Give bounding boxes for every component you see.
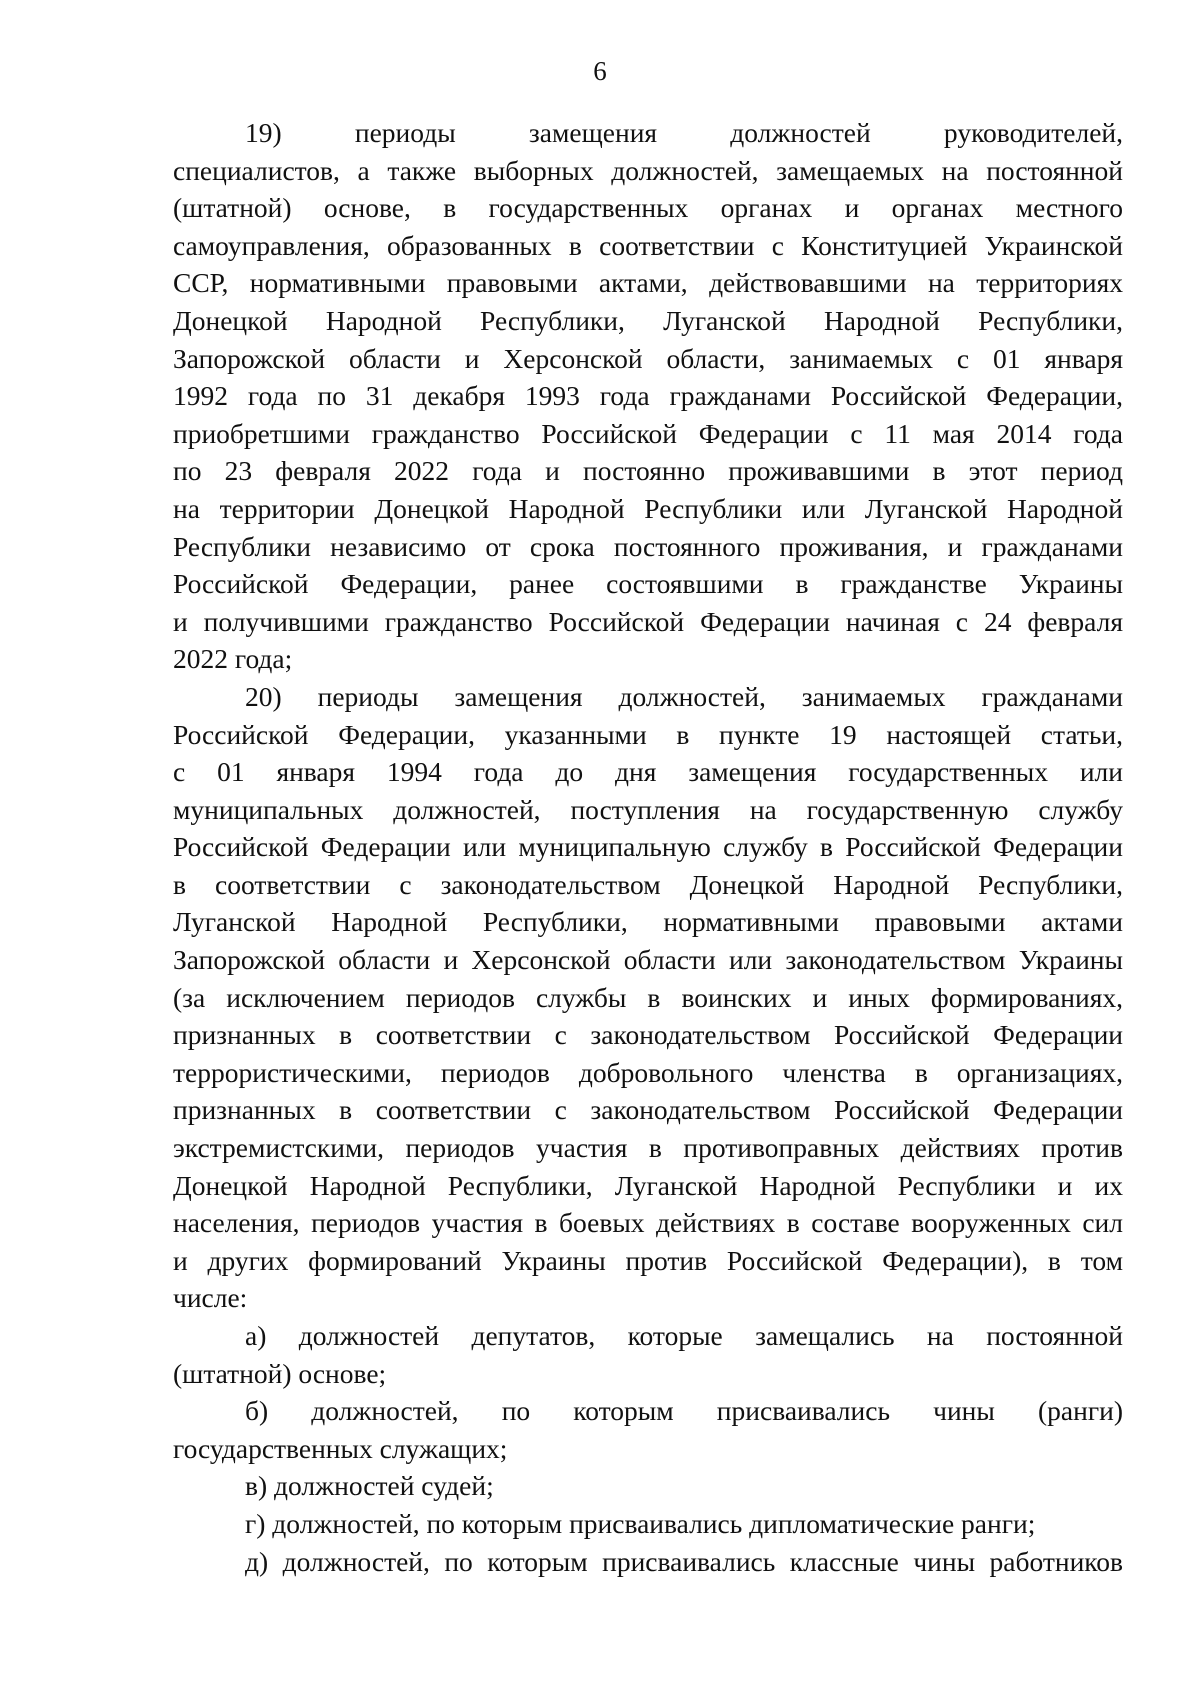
paragraph-item-19 bbox=[173, 114, 1123, 678]
text-line: приобретшими гражданство Российской Федерации с 11 мая 2014 года bbox=[173, 417, 1123, 449]
subitem-v bbox=[173, 1467, 1123, 1505]
text-line: Республики независимо от срока постоянного проживания, и гражданами bbox=[173, 530, 1123, 562]
text-line: Запорожской области и Херсонской области или законодательством Украины bbox=[173, 944, 1123, 976]
text-line: террористическими, периодов добровольного членства в организациях, bbox=[173, 1056, 1123, 1088]
subitem-g bbox=[173, 1505, 1123, 1543]
text-line: д) должностей, по которым присваивались классные чины работников bbox=[245, 1545, 1123, 1577]
text-line: числе: bbox=[173, 1282, 248, 1314]
text-line: Донецкой Народной Республики, Луганской Народной Республики, bbox=[173, 304, 1123, 336]
text-line: (штатной) основе; bbox=[173, 1357, 387, 1389]
text-line: а) должностей депутатов, которые замещались на постоянной bbox=[245, 1320, 1123, 1351]
text-line: муниципальных должностей, поступления на государственную службу bbox=[173, 793, 1123, 825]
subitem-a bbox=[173, 1317, 1123, 1392]
text-line: самоуправления, образованных в соответствии с Конституцией Украинской bbox=[173, 229, 1123, 261]
text-line: признанных в соответствии с законодательством Российской Федерации bbox=[173, 1019, 1123, 1051]
text-line: б) должностей, по которым присваивались чины (ранги) bbox=[245, 1395, 1123, 1427]
text-line: специалистов, а также выборных должностей, замещаемых на постоянной bbox=[173, 154, 1123, 186]
text-line: и получившими гражданство Российской Федерации начиная с 24 февраля bbox=[173, 605, 1123, 637]
subitem-b bbox=[173, 1392, 1123, 1467]
paragraph-item-20 bbox=[173, 678, 1123, 1317]
text-line: г) должностей, по которым присваивались дипломатические ранги; bbox=[245, 1507, 1036, 1539]
page-number: 6 bbox=[593, 56, 607, 86]
text-line: по 23 февраля 2022 года и постоянно проживавшими в этот период bbox=[173, 455, 1123, 487]
text-line: 2022 года; bbox=[173, 643, 293, 675]
text-line: (за исключением периодов службы в воинских и иных формированиях, bbox=[173, 981, 1123, 1013]
text-line: Донецкой Народной Республики, Луганской Народной Республики и их bbox=[173, 1169, 1123, 1201]
text-line: в) должностей судей; bbox=[245, 1470, 494, 1502]
text-line: Российской Федерации или муниципальную службу в Российской Федерации bbox=[173, 831, 1123, 863]
text-line: 1992 года по 31 декабря 1993 года гражданами Российской Федерации, bbox=[173, 380, 1123, 412]
text-line: населения, периодов участия в боевых действиях в составе вооруженных сил bbox=[173, 1207, 1123, 1239]
text-line: Запорожской области и Херсонской области, занимаемых с 01 января bbox=[173, 342, 1123, 374]
text-line: и других формирований Украины против Российской Федерации), в том bbox=[173, 1244, 1123, 1276]
text-line: 19) периоды замещения должностей руководителей, bbox=[245, 117, 1123, 148]
text-line: Российской Федерации, указанными в пункте 19 настоящей статьи, bbox=[173, 718, 1123, 750]
text-line: на территории Донецкой Народной Республики или Луганской Народной bbox=[173, 492, 1123, 524]
text-line: в соответствии с законодательством Донецкой Народной Республики, bbox=[173, 868, 1123, 900]
text-line: ССР, нормативными правовыми актами, действовавшими на территориях bbox=[173, 267, 1123, 299]
text-line: Луганской Народной Республики, нормативными правовыми актами bbox=[173, 906, 1123, 938]
text-line: признанных в соответствии с законодательством Российской Федерации bbox=[173, 1094, 1123, 1126]
text-line: с 01 января 1994 года до дня замещения государственных или bbox=[173, 756, 1123, 788]
text-line: (штатной) основе, в государственных органах и органах местного bbox=[173, 192, 1123, 224]
document-body bbox=[173, 114, 1123, 1580]
text-line: экстремистскими, периодов участия в противоправных действиях против bbox=[173, 1132, 1123, 1164]
subitem-d bbox=[173, 1543, 1123, 1581]
text-line: Российской Федерации, ранее состоявшими в гражданстве Украины bbox=[173, 568, 1123, 600]
text-line: 20) периоды замещения должностей, занимаемых гражданами bbox=[245, 680, 1123, 712]
text-line: государственных служащих; bbox=[173, 1432, 508, 1464]
